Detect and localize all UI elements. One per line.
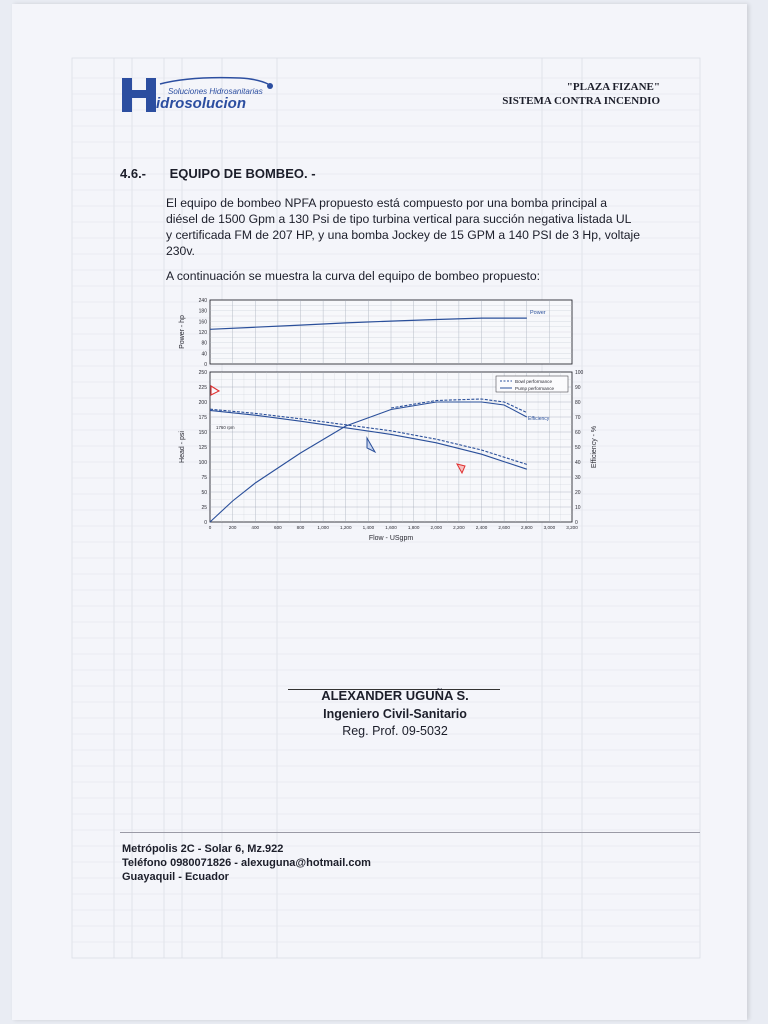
project-name: "PLAZA FIZANE" [566,81,660,93]
head-y2ticks [575,370,584,526]
power-yticks [199,298,208,368]
head-ytick-label: 125 [198,445,207,451]
head-ytick-label: 50 [201,490,207,496]
head-ytick-label: 0 [204,520,207,526]
head-xtick-label: 2,600 [498,525,510,530]
head-xtick-label: 800 [296,525,305,530]
pump-curve-chart [170,292,598,548]
head-grid [210,372,572,522]
footer-divider [120,832,700,833]
head-yticks [199,370,208,526]
signer-registration: Reg. Prof. 09-5032 [342,724,448,738]
power-ytick-label: 120 [198,330,207,336]
section-heading [120,166,316,181]
description-line: y certificada FM de 207 HP, y una bomba Jockey de 15 GPM a 140 PSI de 3 Hp, voltaje [166,228,640,242]
logo-pipe-icon [160,78,268,84]
efficiency-curve-label: Efficiency [528,416,550,422]
description-line: diésel de 1500 Gpm a 130 Psi de tipo turbina vertical para succión negativa listada UL [166,212,632,226]
power-ytick-label: 80 [201,340,207,347]
efficiency-ytick-label: 30 [575,475,581,481]
head-ytick-label: 75 [201,475,207,481]
project-system: SISTEMA CONTRA INCENDIO [502,95,660,107]
chart-legend [496,376,568,392]
signer-title: Ingeniero Civil-Sanitario [323,707,467,721]
head-xlabel: Flow - USgpm [368,535,414,542]
logo-h-letter [122,78,156,112]
head-ylabel: Head - psi [179,431,186,463]
head-xtick-label: 2,200 [453,525,465,530]
description-paragraph [166,195,666,259]
head-ytick-label: 150 [198,430,207,436]
head-xtick-label: 200 [228,525,237,530]
power-ytick-label: 160 [198,319,207,326]
head-xtick-label: 1,800 [407,525,420,530]
power-ytick-label: 180 [198,308,207,315]
head-xtick-label: 1,000 [317,525,329,530]
svg-text:Soluciones Hidrosanitarias: Soluciones Hidrosanitarias [168,87,263,96]
efficiency-ytick-label: 0 [575,520,578,526]
efficiency-ytick-label: 50 [575,445,581,451]
head-xtick-label: 2,000 [430,525,442,530]
efficiency-ytick-label: 40 [575,460,581,466]
head-xtick-label: 400 [251,525,260,530]
curve-intro-text: A continuación se muestra la curva del equipo de bombeo propuesto: [166,269,540,283]
head-xtick-label: 1,200 [340,525,352,530]
speed-label: 1760 rpm [216,425,235,430]
project-header [470,80,660,108]
head-xtick-label: 1,400 [362,525,375,530]
power-ytick-label: 240 [198,298,207,304]
power-ylabel: Power - hp [179,315,186,349]
head-ytick-label: 100 [198,460,207,466]
power-curve-label: Power [530,310,546,316]
section-number: 4.6.- [120,166,147,181]
head-xtick-label: 0 [208,525,212,530]
legend-label-bowl: Bowl performance [515,379,553,384]
description-line: 230v. [166,244,195,258]
section-title: EQUIPO DE BOMBEO. - [169,166,316,181]
head-xtick-label: 600 [274,525,282,530]
head-ytick-label: 175 [198,415,207,421]
footer-address: Metrópolis 2C - Solar 6, Mz.922 [122,843,284,855]
efficiency-ytick-label: 60 [575,430,581,436]
head-xtick-label: 1,600 [385,525,397,530]
power-ytick-label: 0 [204,362,207,368]
head-ytick-label: 200 [198,400,207,406]
head-xtick-label: 3,000 [543,525,556,530]
signer-name: ALEXANDER UGUÑA S. [321,688,469,703]
description-line: El equipo de bombeo NPFA propuesto está compuesto por una bomba principal a [166,196,608,210]
efficiency-ytick-label: 90 [575,385,581,391]
footer-phone: Teléfono 0980071826 - alexuguna@hotmail.com [122,857,371,869]
svg-text:idrosolucion: idrosolucion [156,95,246,112]
head-xtick-label: 3,200 [566,525,578,530]
efficiency-ylabel: Efficiency - % [591,425,598,469]
head-xtick-label: 2,400 [475,525,488,530]
head-ytick-label: 250 [198,370,207,376]
efficiency-ytick-label: 70 [575,415,581,421]
head-ytick-label: 225 [198,385,207,391]
footer-city: Guayaquil - Ecuador [122,871,229,883]
company-logo [120,74,280,114]
efficiency-ytick-label: 10 [575,505,581,511]
efficiency-ytick-label: 20 [575,490,581,496]
efficiency-ytick-label: 100 [575,370,584,376]
legend-label-pump: Pump performance [515,386,555,391]
head-xtick-label: 2,800 [521,525,533,530]
head-ytick-label: 25 [201,505,207,511]
footer-contact [122,842,371,884]
efficiency-ytick-label: 80 [575,400,581,406]
power-ytick-label: 40 [201,351,207,358]
head-xticks [209,525,578,530]
